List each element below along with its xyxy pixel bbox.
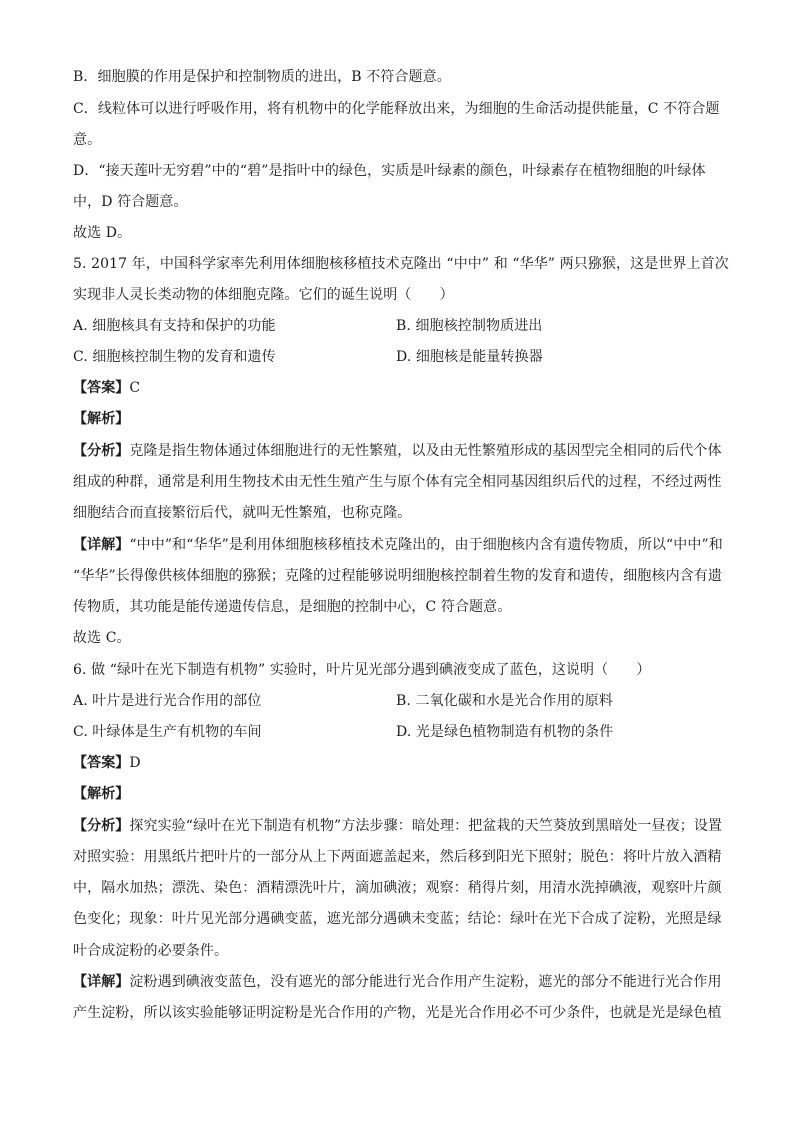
q5-stem-line1: 5. 2017 年，中国科学家率先利用体细胞核移植技术克隆出 “中中” 和 “华华” 两只猕猴，这是世界上首次	[73, 256, 729, 272]
q5-fenxi-line1	[73, 441, 722, 461]
q5-option-a: A. 细胞核具有支持和保护的功能	[73, 318, 276, 334]
q5-conclusion: 故选 C。	[73, 630, 131, 646]
prev-option-d-text-line2: 中，D 符合题意。	[73, 194, 188, 210]
q6-stem-line1: 6. 做 “绿叶在光下制造有机物” 实验时，叶片见光部分遇到碘液变成了蓝色，这说明（ ）	[73, 662, 651, 678]
prev-option-c-text-line2: 意。	[73, 132, 102, 148]
q6-fenxi-line3: 中，隔水加热；漂洗、染色：酒精漂洗叶片，滴加碘液；观察：稍得片刻，用清水洗掉碘液，观察叶片颜	[73, 880, 722, 896]
q5-fenxi-tag: 【分析】	[73, 443, 130, 459]
prev-conclusion: 故选 D。	[73, 225, 132, 241]
q5-answer-tag: 【答案】	[73, 380, 130, 396]
q6-option-c: C. 叶绿体是生产有机物的车间	[73, 724, 262, 740]
q6-fenxi-line2: 对照实验：用黑纸片把叶片的一部分从上下两面遮盖起来，然后移到阳光下照射；脱色：将叶片放入酒精	[73, 849, 722, 865]
q5-fenxi-line2: 组成的种群，通常是利用生物技术由无性生殖产生与原个体有完全相同基因组织后代的过程，不经过两性	[73, 474, 722, 490]
q6-answer-tag: 【答案】	[73, 755, 130, 771]
q5-xiangjie-line3: 传物质，其功能是能传递遗传信息，是细胞的控制中心，C 符合题意。	[73, 599, 512, 615]
q6-answer	[73, 753, 141, 773]
q6-xiangjie-text1: 淀粉遇到碘液变蓝色，没有遮光的部分能进行光合作用产生淀粉，遮光的部分不能进行光合作用	[129, 974, 722, 990]
q5-option-b: B. 细胞核控制物质进出	[396, 318, 543, 334]
q5-option-c: C. 细胞核控制生物的发育和遗传	[73, 349, 276, 365]
q6-xiangjie-line2: 产生淀粉，所以该实验能够证明淀粉是光合作用的产物，光是光合作用必不可少条件，也就是光是绿色植	[73, 1005, 722, 1021]
q6-fenxi-text1: 探究实验“绿叶在光下制造有机物”方法步骤：暗处理：把盆栽的天竺葵放到黑暗处一昼夜；设置	[129, 818, 723, 834]
prev-option-c-text-line1: C．线粒体可以进行呼吸作用，将有机物中的化学能释放出来，为细胞的生命活动提供能量，C 不符合题	[73, 101, 720, 117]
q5-fenxi-line3: 细胞结合而直接繁衍后代，就叫无性繁殖，也称克隆。	[73, 505, 412, 521]
q6-analysis-tag: 【解析】	[73, 786, 130, 802]
q5-fenxi-text1: 克隆是指生物体通过体细胞进行的无性繁殖，以及由无性繁殖形成的基因型完全相同的后代个体	[129, 443, 722, 459]
q5-answer	[73, 378, 140, 398]
q6-xiangjie-tag: 【详解】	[73, 974, 130, 990]
q5-analysis-tag: 【解析】	[73, 411, 130, 427]
q6-fenxi-line1	[73, 816, 722, 836]
q6-fenxi-tag: 【分析】	[73, 818, 130, 834]
prev-option-d-text-line1: D．“接天莲叶无穷碧”中的“碧”是指叶中的绿色，实质是叶绿素的颜色，叶绿素存在植物细胞的叶绿体	[73, 163, 706, 179]
q5-option-d: D. 细胞核是能量转换器	[396, 349, 543, 365]
q5-answer-value: C	[129, 380, 141, 396]
q5-stem-line2: 实现非人灵长类动物的体细胞克隆。它们的诞生说明（ ）	[73, 287, 454, 303]
q6-option-b: B. 二氧化碳和水是光合作用的原料	[396, 693, 613, 709]
prev-option-b-text: B．细胞膜的作用是保护和控制物质的进出，B 不符合题意。	[73, 69, 451, 85]
q5-xiangjie-line1	[73, 535, 723, 555]
q5-xiangjie-text1: “中中”和“华华”是利用体细胞核移植技术克隆出的，由于细胞核内含有遗传物质，所以“中中”和	[129, 537, 723, 553]
q5-xiangjie-line2: “华华”长得像供核体细胞的猕猴；克隆的过程能够说明细胞核控制着生物的发育和遗传，细胞核内含有遗	[73, 568, 723, 584]
q6-xiangjie-line1	[73, 972, 722, 992]
q6-answer-value: D	[129, 755, 141, 771]
q6-fenxi-line5: 叶合成淀粉的必要条件。	[73, 943, 229, 959]
q5-xiangjie-tag: 【详解】	[73, 537, 130, 553]
q6-option-d: D. 光是绿色植物制造有机物的条件	[396, 724, 614, 740]
q6-option-a: A. 叶片是进行光合作用的部位	[73, 693, 262, 709]
q6-fenxi-line4: 色变化；现象：叶片见光部分遇碘变蓝，遮光部分遇碘未变蓝；结论：绿叶在光下合成了淀粉，光照是绿	[73, 911, 722, 927]
